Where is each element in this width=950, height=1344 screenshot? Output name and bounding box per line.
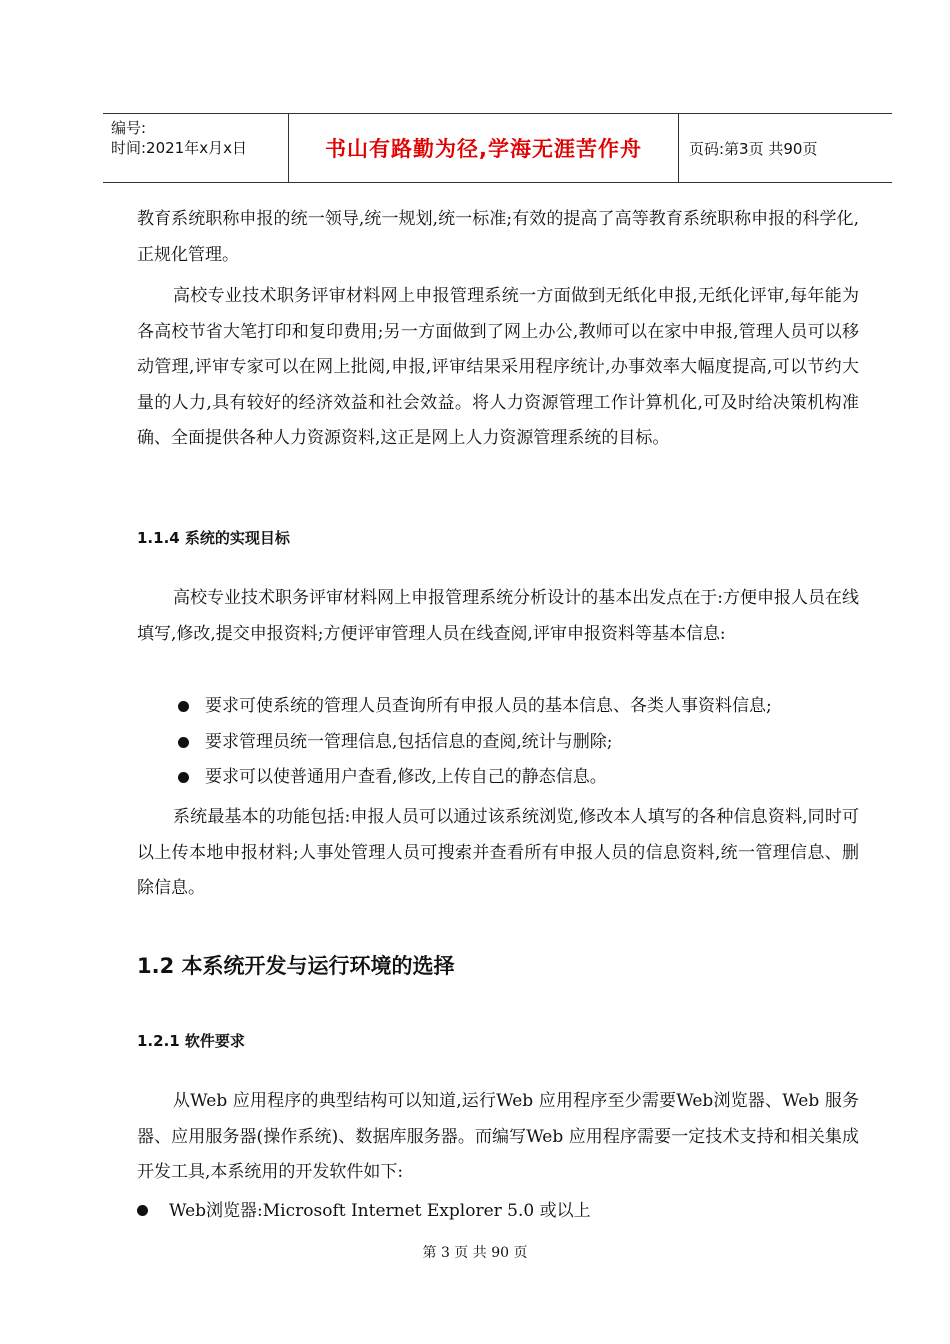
paragraph-3: 高校专业技术职务评审材料网上申报管理系统分析设计的基本出发点在于:方便申报人员在线填写,修改,提交申报资料;方便评审管理人员在线查阅,评审申报资料等基本信息: <box>137 588 859 644</box>
paragraph-5: 从Web 应用程序的典型结构可以知道,运行Web 应用程序至少需要Web浏览器、Web 服务器、应用服务器(操作系统)、数据库服务器。而编写Web 应用程序需要一定技术支持和相关集成开发工具,本系统用的开发软件如下: <box>137 1091 859 1182</box>
bullet-icon <box>178 737 189 748</box>
paragraph-1: 教育系统职称申报的统一领导,统一规划,统一标准;有效的提高了高等教育系统职称申报的科学化,正规化管理。 <box>137 209 859 265</box>
header-meta <box>103 114 289 182</box>
page-footer: 第 3 页 共 90 页 <box>422 1245 528 1261</box>
section-heading-1-1-4: 1.1.4 系统的实现目标 <box>137 529 290 547</box>
document-number-label: 编号: <box>111 119 147 137</box>
list-item: 要求可以使普通用户查看,修改,上传自己的静态信息。 <box>178 760 868 796</box>
list-item: Web浏览器:Microsoft Internet Explorer 5.0 或以上 <box>137 1196 591 1226</box>
requirements-list <box>178 689 868 796</box>
bullet-icon <box>178 772 189 783</box>
header-motto: 书山有路勤为径,学海无涯苦作舟 <box>289 114 679 182</box>
list-item: 要求可使系统的管理人员查询所有申报人员的基本信息、各类人事资料信息; <box>178 689 868 725</box>
header-page-info: 页码:第3页 共90页 <box>689 139 818 158</box>
document-time-label: 时间:2021年x月x日 <box>111 139 247 157</box>
section-heading-1-2: 1.2 本系统开发与运行环境的选择 <box>137 954 455 978</box>
section-heading-1-2-1: 1.2.1 软件要求 <box>137 1032 245 1050</box>
list-item: 要求管理员统一管理信息,包括信息的查阅,统计与删除; <box>178 725 868 761</box>
bullet-icon <box>178 701 189 712</box>
page-header <box>103 113 892 183</box>
paragraph-2: 高校专业技术职务评审材料网上申报管理系统一方面做到无纸化申报,无纸化评审,每年能为各高校节省大笔打印和复印费用;另一方面做到了网上办公,教师可以在家中申报,管理人员可以移动管理,评审专家可以在网上批阅,申报,评审结果采用程序统计,办事效率大幅度提高,可以节约大量的人力,具有较好的经济效益和社会效益。将人力资源管理工作计算机化,可及时给决策机构准确、全面提供各种人力资源资料,这正是网上人力资源管理系统的目标。 <box>137 286 859 448</box>
paragraph-4: 系统最基本的功能包括:申报人员可以通过该系统浏览,修改本人填写的各种信息资料,同时可以上传本地申报材料;人事处管理人员可搜索并查看所有申报人员的信息资料,统一管理信息、删除信息。 <box>137 807 859 898</box>
software-list <box>137 1196 591 1226</box>
bullet-icon <box>137 1205 148 1216</box>
